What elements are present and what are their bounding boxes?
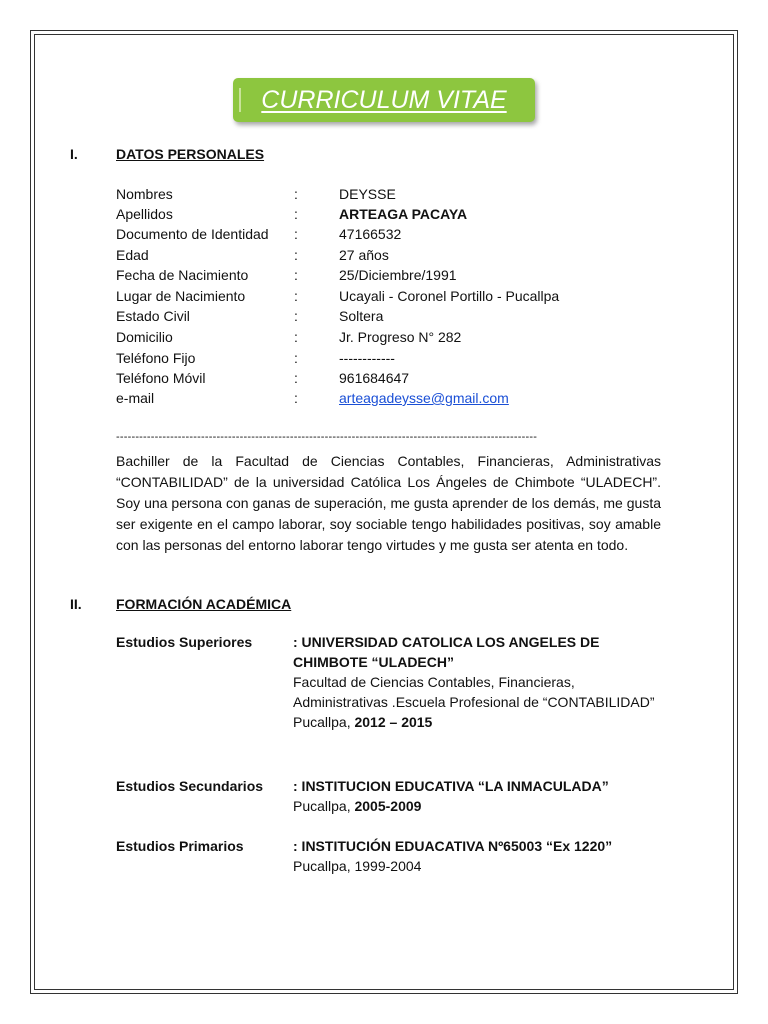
colon: : — [294, 206, 298, 222]
value-nombres: DEYSSE — [339, 186, 396, 202]
colon: : — [294, 267, 298, 283]
edu-superiores — [293, 632, 663, 732]
value-telefono-movil: 961684647 — [339, 370, 410, 386]
label-fecha-nacimiento: Fecha de Nacimiento — [116, 267, 249, 283]
colon: : — [294, 247, 298, 263]
section-number-1: I. — [70, 146, 78, 162]
colon: : — [294, 370, 298, 386]
colon: : — [294, 329, 298, 345]
value-documento: 47166532 — [339, 226, 402, 242]
label-email: e-mail — [116, 390, 155, 406]
dates-superiores — [293, 712, 663, 732]
institution-secundarios: : INSTITUCION EDUCATIVA “LA INMACULADA” — [293, 778, 609, 794]
value-fecha-nacimiento: 25/Diciembre/1991 — [339, 267, 457, 283]
label-apellidos: Apellidos — [116, 206, 173, 222]
profile-paragraph: Bachiller de la Facultad de Ciencias Contables, Financieras, Administrativas “CONTABILIDAD” de la universidad Católica Los Ángeles de Chimbote “ULADECH”. Soy una persona con ganas de superación, me gusta aprender de los demás, me gusta ser exigente en el campo laborar, soy sociable tengo habilidades positivas, soy amable con las personas del entorno laborar tengo virtudes y me gusta ser atenta en todo. — [116, 453, 661, 553]
title-banner — [233, 78, 535, 122]
label-lugar-nacimiento: Lugar de Nacimiento — [116, 288, 246, 304]
colon: : — [294, 226, 298, 242]
label-estudios-superiores: Estudios Superiores — [116, 634, 253, 650]
detail-superiores: Facultad de Ciencias Contables, Financieras, Administrativas .Escuela Profesional de “CONTABILIDAD” — [293, 674, 655, 710]
label-telefono-movil: Teléfono Móvil — [116, 370, 206, 386]
dates-primarios: Pucallpa, 1999-2004 — [293, 858, 422, 874]
label-domicilio: Domicilio — [116, 329, 173, 345]
place-superiores: Pucallpa, — [293, 714, 351, 730]
label-estudios-primarios: Estudios Primarios — [116, 838, 244, 854]
value-apellidos: ARTEAGA PACAYA — [339, 206, 468, 222]
value-lugar-nacimiento: Ucayali - Coronel Portillo - Pucallpa — [339, 288, 560, 304]
colon: : — [294, 308, 298, 324]
dates-secundarios — [293, 796, 663, 816]
years-secundarios: 2005-2009 — [354, 798, 422, 814]
section-title-formacion-academica: FORMACIÓN ACADÉMICA — [116, 596, 292, 612]
edu-secundarios — [293, 776, 663, 816]
label-estado-civil: Estado Civil — [116, 308, 190, 324]
value-edad: 27 años — [339, 247, 389, 263]
colon: : — [294, 288, 298, 304]
institution-primarios: : INSTITUCIÓN EDUACATIVA Nº65003 “Ex 1220” — [293, 838, 613, 854]
label-nombres: Nombres — [116, 186, 173, 202]
label-telefono-fijo: Teléfono Fijo — [116, 350, 196, 366]
email-link[interactable]: arteagadeysse@gmail.com — [339, 390, 509, 406]
label-estudios-secundarios: Estudios Secundarios — [116, 778, 264, 794]
colon: : — [294, 350, 298, 366]
value-estado-civil: Soltera — [339, 308, 384, 324]
colon: : — [294, 390, 298, 406]
institution-superiores: : UNIVERSIDAD CATOLICA LOS ANGELES DE CHIMBOTE “ULADECH” — [293, 634, 600, 670]
colon: : — [294, 186, 298, 202]
value-telefono-fijo: ------------ — [339, 350, 395, 366]
page-title: CURRICULUM VITAE — [261, 86, 507, 114]
label-edad: Edad — [116, 247, 149, 263]
years-superiores: 2012 – 2015 — [354, 714, 433, 730]
separator-line: ------------------------------------------------------------------------------------------------------------- — [116, 431, 538, 443]
label-documento: Documento de Identidad — [116, 226, 269, 242]
place-secundarios: Pucallpa, — [293, 798, 351, 814]
value-domicilio: Jr. Progreso N° 282 — [339, 329, 462, 345]
edu-primarios — [293, 836, 663, 876]
section-title-datos-personales: DATOS PERSONALES — [116, 146, 265, 162]
section-number-2: II. — [70, 596, 82, 612]
